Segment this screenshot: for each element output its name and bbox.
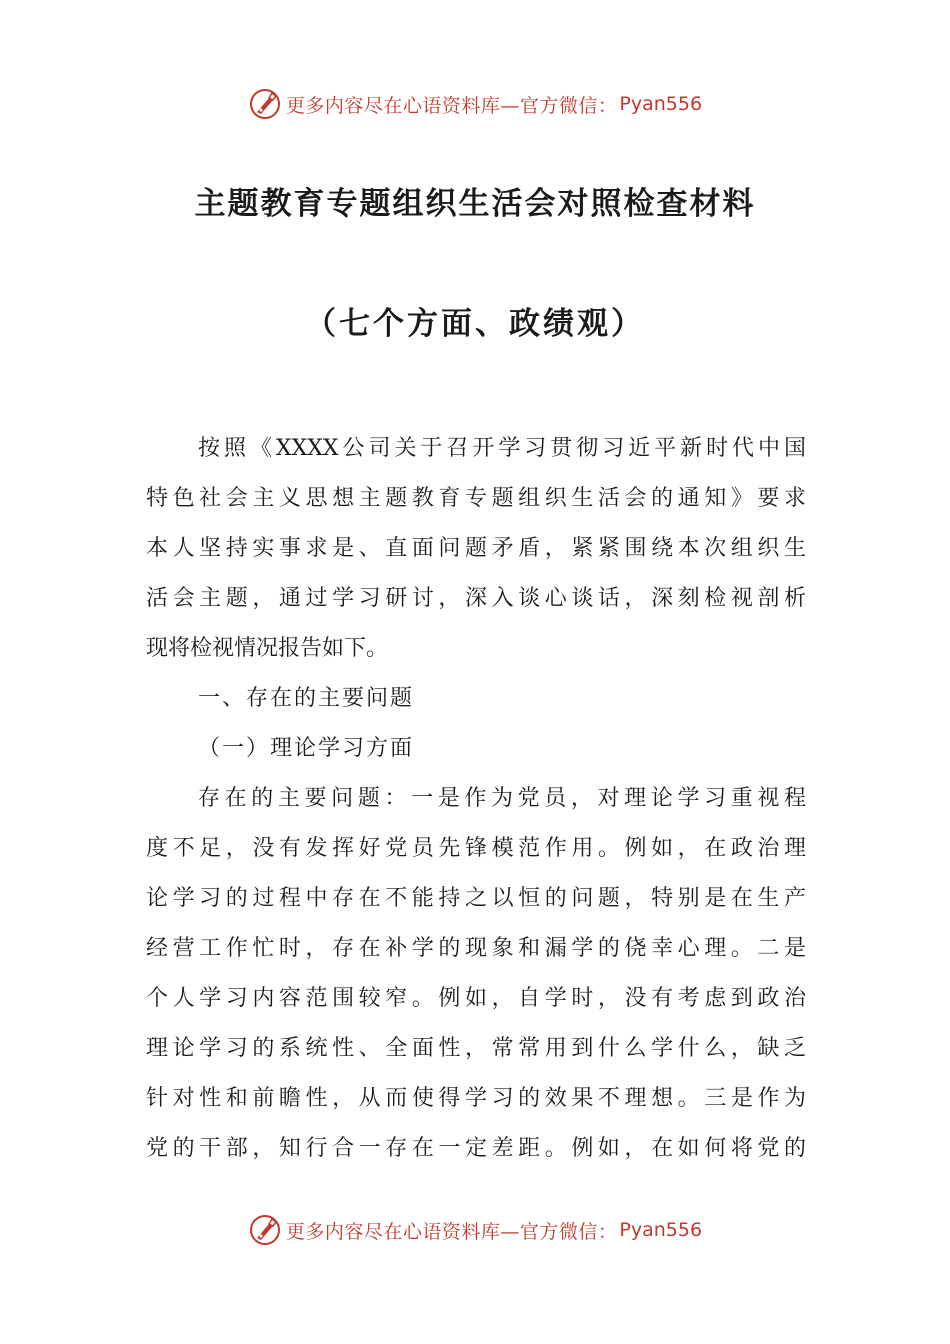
watermark-text: 更多内容尽在心语资料库—官方微信： — [285, 94, 618, 117]
paragraph-line: 个人学习内容范围较窄。例如，自学时，没有考虑到政治 — [146, 986, 806, 1011]
paragraph-line: 理论学习的系统性、全面性，常常用到什么学什么，缺乏 — [146, 1036, 806, 1061]
paragraph-line: 论学习的过程中存在不能持之以恒的问题，特别是在生产 — [146, 886, 806, 911]
paragraph-line: 活会主题，通过学习研讨，深入谈心谈话，深刻检视剖析 — [146, 586, 806, 611]
footer-watermark-banner — [0, 1208, 950, 1252]
fountain-pen-seal-icon — [248, 87, 282, 121]
header-watermark-banner — [0, 82, 950, 126]
document-title: 主题教育专题组织生活会对照检查材料 — [194, 186, 756, 222]
paragraph-line: 本人坚持实事求是、直面问题矛盾，紧紧围绕本次组织生 — [146, 536, 806, 561]
section-heading: 一、存在的主要问题 — [198, 686, 415, 711]
subsection-heading: （一）理论学习方面 — [198, 736, 415, 761]
watermark-wechat-id: Pyan556 — [619, 1219, 703, 1241]
paragraph-line: 度不足，没有发挥好党员先锋模范作用。例如，在政治理 — [146, 836, 806, 861]
fountain-pen-seal-icon — [248, 1213, 282, 1247]
paragraph-line: 按照《XXXX公司关于召开学习贯彻习近平新时代中国 — [198, 436, 806, 461]
paragraph-line: 党的干部，知行合一存在一定差距。例如，在如何将党的 — [146, 1136, 806, 1161]
document-subtitle: （七个方面、政绩观） — [305, 306, 645, 342]
watermark-wechat-id: Pyan556 — [619, 93, 703, 115]
document-body — [146, 424, 806, 1174]
paragraph-line: 针对性和前瞻性，从而使得学习的效果不理想。三是作为 — [146, 1086, 806, 1111]
paragraph-line: 特色社会主义思想主题教育专题组织生活会的通知》要求 — [146, 486, 806, 511]
watermark-text: 更多内容尽在心语资料库—官方微信： — [285, 1220, 618, 1243]
paragraph-line: 存在的主要问题：一是作为党员，对理论学习重视程 — [198, 786, 806, 811]
paragraph-line: 经营工作忙时，存在补学的现象和漏学的侥幸心理。二是 — [146, 936, 806, 961]
paragraph-line: 现将检视情况报告如下。 — [146, 636, 389, 661]
